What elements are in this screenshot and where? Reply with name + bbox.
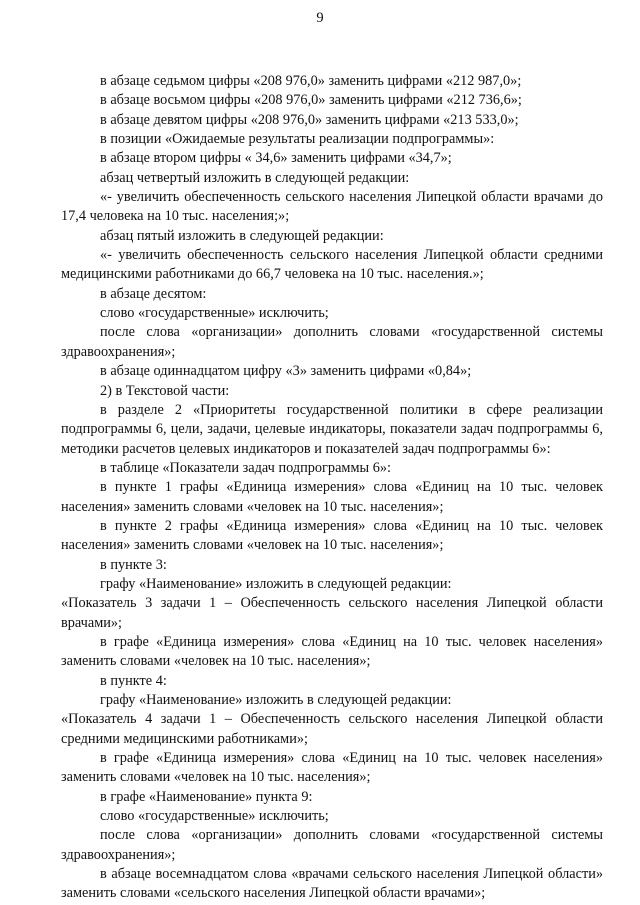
paragraph: «- увеличить обеспеченность сельского населения Липецкой области врачами до 17,4 человека на 10 тыс. населения;»; <box>61 189 603 225</box>
paragraph: после слова «организации» дополнить словами «государственной системы здравоохранения»; <box>61 827 603 863</box>
paragraph: в абзаце одиннадцатом цифру «3» заменить цифрами «0,84»; <box>100 363 472 380</box>
paragraph: графу «Наименование» изложить в следующей редакции: <box>100 692 452 708</box>
paragraph: в графе «Единица измерения» слова «Единиц на 10 тыс. человек населения» заменить словами «человек на 10 тыс. населения»; <box>61 750 603 786</box>
document-body <box>61 72 603 904</box>
paragraph: 2) в Текстовой части: <box>100 382 230 399</box>
paragraph: «Показатель 4 задачи 1 – Обеспеченность сельского населения Липецкой области средними медицинскими работниками»; <box>61 711 603 747</box>
paragraph: в графе «Наименование» пункта 9: <box>100 788 313 805</box>
paragraph: абзац четвертый изложить в следующей редакции: <box>100 169 410 186</box>
paragraph: в абзаце десятом: <box>100 285 207 302</box>
paragraph: в пункте 3: <box>100 556 167 573</box>
paragraph: графу «Наименование» изложить в следующей редакции: <box>100 575 452 592</box>
paragraph: в разделе 2 «Приоритеты государственной политики в сфере реализации подпрограммы 6, цели, задачи, целевые индикаторы, показатели задач подпрограммы 6, методики расчетов целевых индикаторов и показателей задач подпрограммы 6»: <box>61 401 603 457</box>
paragraph: в абзаце восьмом цифры «208 976,0» заменить цифрами «212 736,6»; <box>100 92 522 109</box>
paragraph: слово «государственные» исключить; <box>100 808 329 825</box>
paragraph: после слова «организации» дополнить словами «государственной системы здравоохранения»; <box>61 324 603 360</box>
paragraph: «- увеличить обеспеченность сельского населения Липецкой области средними медицинскими работниками до 66,7 человека на 10 тыс. населения.»; <box>61 247 603 283</box>
paragraph: в пункте 1 графы «Единица измерения» слова «Единиц на 10 тыс. человек населения» заменить словами «человек на 10 тыс. населения»; <box>61 479 603 515</box>
paragraph: «Показатель 3 задачи 1 – Обеспеченность сельского населения Липецкой области врачами»; <box>61 595 603 631</box>
paragraph: в таблице «Показатели задач подпрограммы 6»: <box>100 459 391 476</box>
paragraph: в абзаце девятом цифры «208 976,0» заменить цифрами «213 533,0»; <box>100 111 519 128</box>
paragraph: в позиции «Ожидаемые результаты реализации подпрограммы»: <box>100 131 495 148</box>
paragraph: абзац пятый изложить в следующей редакции: <box>100 227 384 244</box>
paragraph: в пункте 2 графы «Единица измерения» слова «Единиц на 10 тыс. человек населения» заменить словами «человек на 10 тыс. населения»; <box>61 517 603 554</box>
paragraph: в пункте 4: <box>100 672 167 689</box>
paragraph: в абзаце восемнадцатом слова «врачами сельского населения Липецкой области» заменить словами «сельского населения Липецкой области врачами»; <box>61 866 603 902</box>
paragraph: в графе «Единица измерения» слова «Единиц на 10 тыс. человек населения» заменить словами «человек на 10 тыс. населения»; <box>61 633 603 670</box>
paragraph: в абзаце седьмом цифры «208 976,0» заменить цифрами «212 987,0»; <box>100 73 522 89</box>
paragraph: слово «государственные» исключить; <box>100 305 329 322</box>
page-number: 9 <box>316 10 324 26</box>
paragraph: в абзаце втором цифры « 34,6» заменить цифрами «34,7»; <box>100 150 452 167</box>
